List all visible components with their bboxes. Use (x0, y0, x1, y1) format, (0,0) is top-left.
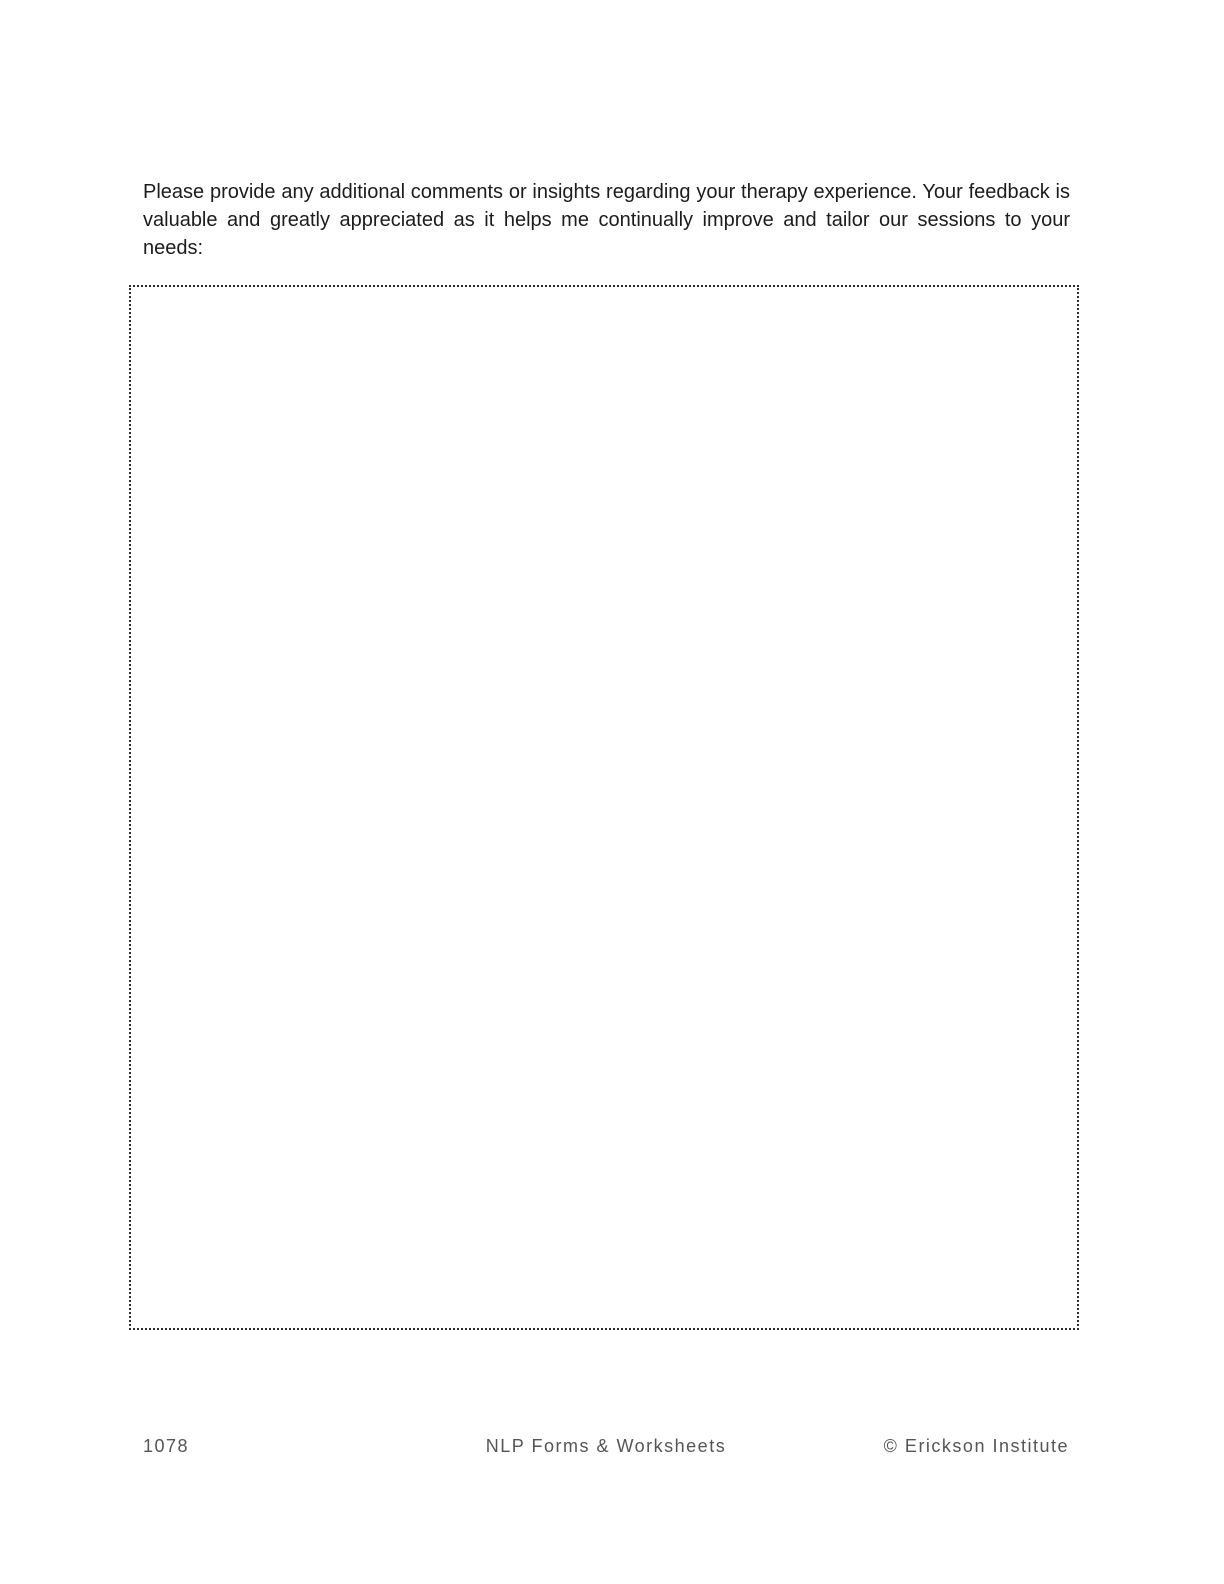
feedback-answer-box[interactable] (129, 285, 1079, 1330)
page-footer (143, 1436, 1069, 1462)
copyright-notice: © Erickson Institute (883, 1436, 1069, 1456)
feedback-prompt: Please provide any additional comments or insights regarding your therapy experience. Your feedback is valuable and greatly appreciated as it helps me continually improve and tailor our sessions to your needs: (143, 181, 1070, 259)
page-number: 1078 (143, 1436, 190, 1456)
book-title: NLP Forms & Worksheets (485, 1436, 727, 1456)
